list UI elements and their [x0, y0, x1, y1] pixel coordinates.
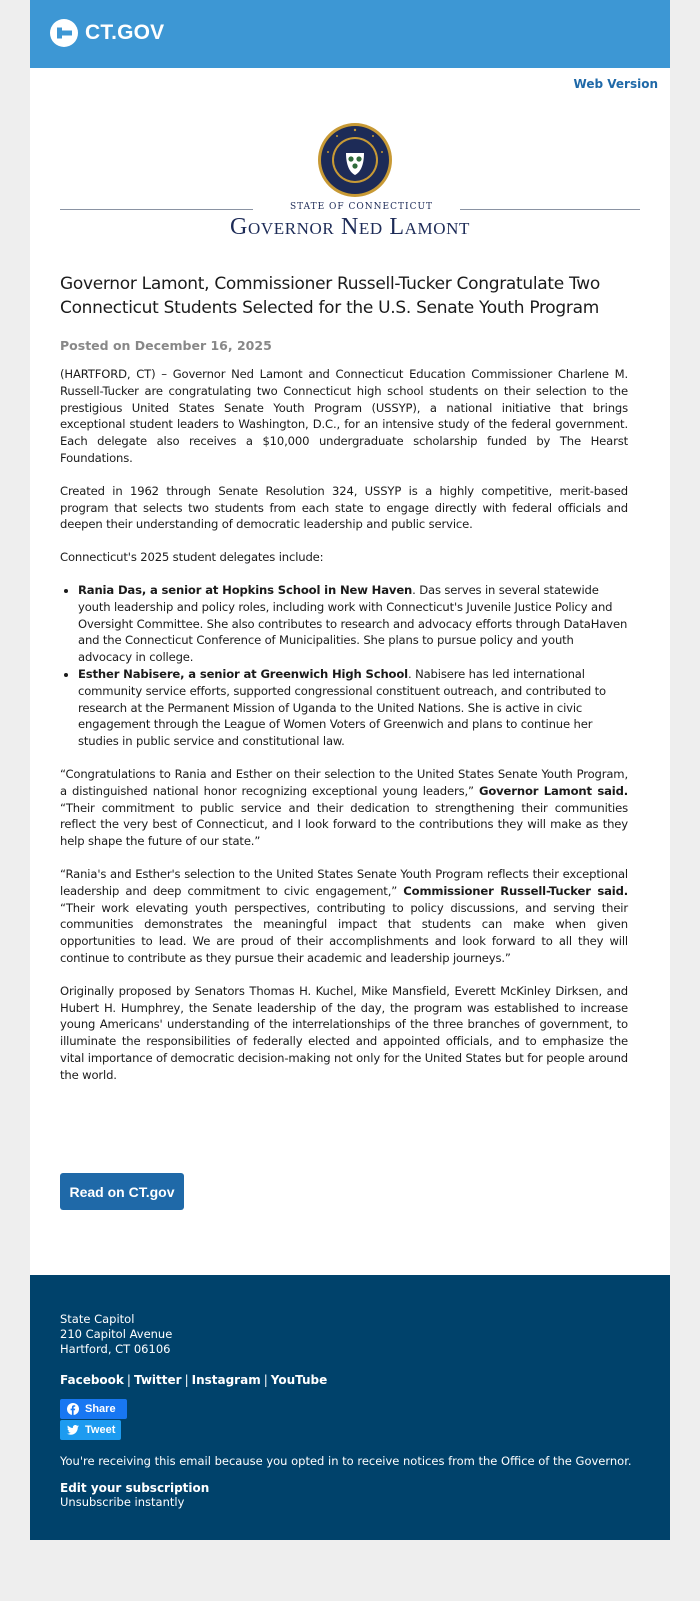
- delegate-name: Rania Das, a senior at Hopkins School in New Haven: [78, 582, 413, 597]
- unsubscribe-link[interactable]: Unsubscribe instantly: [60, 1495, 185, 1509]
- twitter-bird-icon: [67, 1425, 79, 1435]
- delegate-item: [78, 666, 628, 750]
- footer-inner: [60, 1312, 640, 1510]
- quote-text: “Their commitment to public service and their dedication to strengthening their communities reflect the very best of Connecticut, and I look forward to the contributions they will make as they help shape the future of our state.”: [60, 800, 628, 849]
- quote-speaker: Governor Lamont said.: [478, 783, 628, 798]
- state-line: STATE OF CONNECTICUT: [289, 202, 434, 212]
- facebook-icon: [67, 1403, 79, 1415]
- delegate-description: . Nabisere has led international community service efforts, supported congressional constituent outreach, and contributed to research at the Permanent Mission of Uganda to the United Nations. She is active in civic engagement through the League of Women Voters of Greenwich and plans to continue her studies in public service and constitutional law.: [78, 666, 606, 749]
- posted-date: Posted on December 16, 2025: [60, 338, 272, 353]
- footer: [30, 1275, 670, 1540]
- logo-text: CT.GOV: [85, 21, 165, 44]
- quote-text: “Their work elevating youth perspectives, contributing to policy discussions, and serving their communities demonstrates the meaningful impact that students can make when given opportunities to lead. We are proud of their accomplishments and look forward to all they will continue to contribute as they pursue their academic and leadership journeys.”: [60, 900, 628, 965]
- banner-rule-left: [60, 209, 253, 210]
- paragraph-delegates-intro: Connecticut's 2025 student delegates include:: [60, 550, 324, 565]
- social-separator: |: [126, 1373, 131, 1387]
- header-bar: [30, 0, 670, 68]
- delegate-item: [78, 582, 628, 666]
- quote-text: “Congratulations to Rania and Esther on their selection to the United States Senate Youth Program, a distinguished national honor recognizing exceptional young leaders,”: [60, 766, 628, 798]
- tweet-button[interactable]: [60, 1420, 121, 1440]
- paragraph-history: Originally proposed by Senators Thomas H. Kuchel, Mike Mansfield, Everett McKinley Dirksen, and Hubert H. Humphrey, the Senate leadership of the day, the program was established to increase young Americans' understanding of the interrelationships of the three branches of government, to illuminate the responsibilities of federally elected and appointed officials, and to emphasize the vital importance of democratic decision-making not only for the United States but for people around the world.: [60, 983, 628, 1082]
- web-version-link[interactable]: Web Version: [573, 77, 658, 91]
- opt-in-notice: You're receiving this email because you opted in to receive notices from the Office of the Governor.: [60, 1454, 632, 1468]
- paragraph-governor-quote: [60, 766, 628, 850]
- quote-text: “Rania's and Esther's selection to the United States Senate Youth Program reflects their exceptional leadership and deep commitment to civic engagement,”: [60, 866, 628, 898]
- quote-speaker: Commissioner Russell-Tucker said.: [403, 883, 628, 898]
- article-body: [60, 366, 628, 1083]
- read-on-ctgov-button[interactable]: Read on CT.gov: [60, 1173, 184, 1210]
- facebook-share-button[interactable]: [60, 1399, 127, 1419]
- address-line: Hartford, CT 06106: [60, 1342, 171, 1356]
- banner-rule-right: [460, 209, 640, 210]
- delegate-name: Esther Nabisere, a senior at Greenwich High School: [78, 666, 408, 681]
- article-headline: Governor Lamont, Commissioner Russell-Tucker Congratulate Two Connecticut Students Selected for the U.S. Senate Youth Program: [60, 274, 600, 318]
- governor-name: Governor Ned Lamont: [230, 214, 470, 240]
- ct-state-seal-icon: [317, 122, 393, 198]
- delegate-list: [60, 582, 628, 750]
- email-container: [30, 0, 670, 1540]
- ct-logo-icon: [50, 19, 78, 47]
- twitter-link[interactable]: Twitter: [133, 1373, 182, 1387]
- social-links: [60, 1373, 640, 1387]
- footer-address: [60, 1312, 640, 1357]
- youtube-link[interactable]: YouTube: [270, 1373, 328, 1387]
- delegate-description: . Das serves in several statewide youth leadership and policy roles, including work with Connecticut's Juvenile Justice Policy and Oversight Committee. She also contributes to research and advocacy efforts through DataHaven and the Connecticut Conference of Municipalities. She plans to pursue policy and youth advocacy in college.: [78, 582, 628, 665]
- instagram-link[interactable]: Instagram: [191, 1373, 261, 1387]
- ct-gov-logo[interactable]: [50, 19, 164, 47]
- governor-banner: [60, 122, 640, 242]
- paragraph-commissioner-quote: [60, 866, 628, 967]
- article-content: [60, 272, 628, 1099]
- paragraph-intro: (HARTFORD, CT) – Governor Ned Lamont and Connecticut Education Commissioner Charlene M. Russell-Tucker are congratulating two Connecticut high school students on their selection to the prestigious United States Senate Youth Program (USSYP), a national initiative that brings exceptional student leaders to Washington, D.C., for an intensive study of the federal government. Each delegate also receives a $10,000 undergraduate scholarship funded by The Hearst Foundations.: [60, 367, 628, 465]
- social-separator: |: [184, 1373, 189, 1387]
- social-separator: |: [263, 1373, 268, 1387]
- address-line: State Capitol: [60, 1312, 135, 1326]
- tweet-label: Tweet: [85, 1424, 116, 1436]
- paragraph-ussyp: Created in 1962 through Senate Resolution 324, USSYP is a highly competitive, merit-based program that selects two students from each state to engage directly with federal officials and deepen their understanding of democratic leadership and public service.: [60, 483, 628, 532]
- facebook-link[interactable]: Facebook: [60, 1373, 124, 1387]
- share-label: Share: [85, 1403, 116, 1415]
- address-line: 210 Capitol Avenue: [60, 1327, 173, 1341]
- edit-subscription-link[interactable]: Edit your subscription: [60, 1481, 210, 1495]
